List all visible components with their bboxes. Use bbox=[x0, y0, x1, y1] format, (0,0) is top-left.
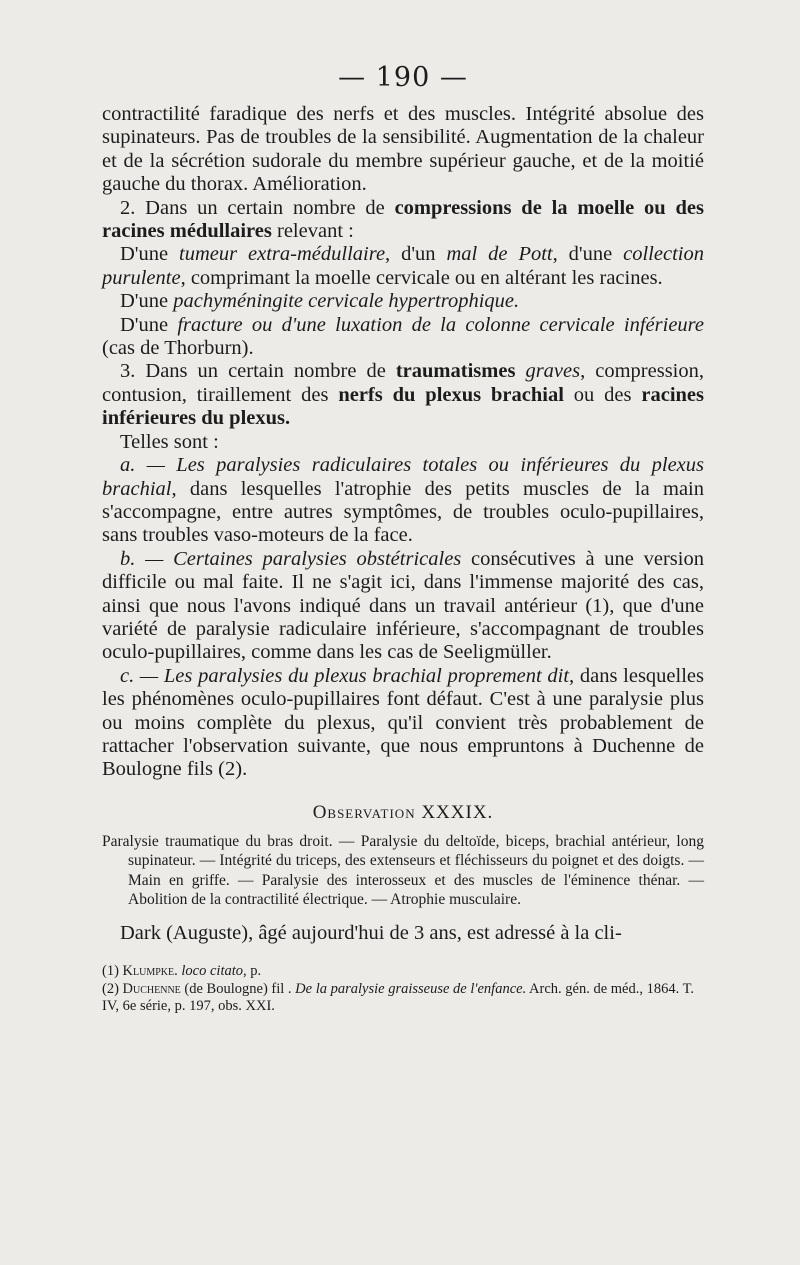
footnote-1: (1) Klumpke. loco citato, p. bbox=[102, 963, 262, 980]
paragraph-compressions: 2. Dans un certain nombre de compressions de la moelle ou des racines médullaires relevant : bbox=[102, 196, 704, 243]
paragraph-case: Dark (Auguste), âgé aujourd'hui de 3 ans, est adressé à la cli- bbox=[120, 921, 622, 944]
paragraph-traumatismes: 3. Dans un certain nombre de traumatismes graves, compression, contusion, tiraillement des nerfs du plexus brachial ou des racines inférieures du plexus. bbox=[102, 360, 705, 430]
observation-summary: Paralysie traumatique du bras droit. — Paralysie du deltoïde, biceps, brachial antérieur, long supinateur. — Intégrité du triceps, des extenseurs et fléchisseurs du poignet et des doigts. — Main en griffe. — Paralysie des interosseux et des muscles de l'éminence thénar. — Abolition de la contractilité électrique. — Atrophie musculaire. bbox=[102, 832, 704, 909]
paragraph-fracture: D'une fracture ou d'une luxation de la colonne cervicale inférieure (cas de Thorburn). bbox=[102, 313, 704, 360]
paragraph-tumeur: D'une tumeur extra-médullaire, d'un mal de Pott, d'une collection purulente, comprimant la moelle cervicale ou en altérant les racines. bbox=[102, 243, 704, 289]
page-number: — 190 — bbox=[338, 62, 468, 93]
paragraph-item-a: a. — Les paralysies radiculaires totales ou inférieures du plexus brachial, dans lesquelles l'atrophie des petits muscles de la main s'accompagne, entre autres symptômes, de troubles oculo-pupillaires, sans troubles vaso-moteurs de la face. bbox=[102, 454, 704, 547]
footnotes bbox=[102, 963, 704, 1016]
paragraph-item-c: c. — Les paralysies du plexus brachial proprement dit, dans lesquelles les phénomènes oculo-pupillaires font défaut. C'est à une paralysie plus ou moins complète du plexus, qu'il convient très probablement de rattacher l'observation suivante, que nous empruntons à Duchenne de Boulogne fils (2). bbox=[102, 664, 704, 781]
paragraph-pachymeningite: D'une pachyméningite cervicale hypertrophique. bbox=[120, 290, 520, 313]
paragraph-telles-sont: Telles sont : bbox=[120, 430, 219, 453]
observation-title: Observation XXXIX. bbox=[312, 801, 494, 823]
footnote-2: (2) Duchenne (de Boulogne) fil . De la paralysie graisseuse de l'enfance. Arch. gén. de méd., 1864. T. IV, 6e série, p. 197, obs. XXI. bbox=[102, 980, 694, 1015]
paragraph-item-b: b. — Certaines paralysies obstétricales consécutives à une version difficile ou mal faite. Il ne s'agit ici, dans l'immense majorité des cas, ainsi que nous l'avons indiqué dans un travail antérieur (1), que d'une variété de paralysie radiculaire inférieure, s'accompagnant de troubles oculo-pupillaires, comme dans les cas de Seeligmüller. bbox=[102, 547, 704, 664]
paragraph-intro: contractilité faradique des nerfs et des muscles. Intégrité absolue des supinateurs. Pas de troubles de la sensibilité. Augmentation de la chaleur et de la sécrétion sudorale du membre supérieur gauche, et de la moitié gauche du thorax. Amélioration. bbox=[102, 103, 704, 196]
